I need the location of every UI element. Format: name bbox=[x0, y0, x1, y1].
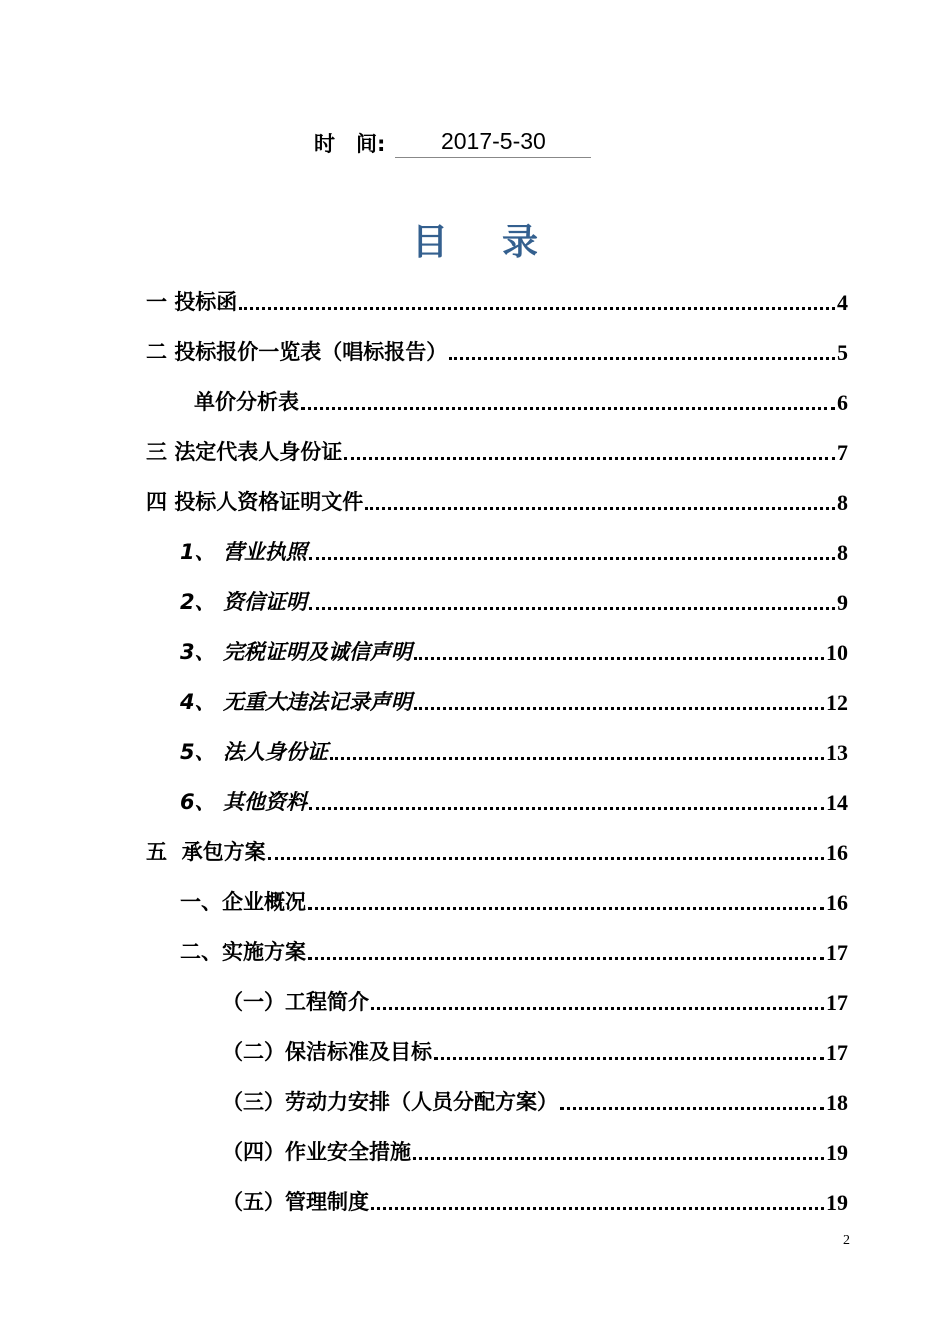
toc-entry[interactable] bbox=[180, 626, 848, 666]
toc-entry-page: 19 bbox=[826, 1190, 848, 1215]
toc-entry[interactable] bbox=[180, 676, 848, 716]
dot-leader bbox=[239, 307, 835, 310]
toc-entry-page: 7 bbox=[837, 440, 848, 465]
dot-leader bbox=[414, 657, 824, 660]
toc-entry[interactable] bbox=[194, 376, 848, 416]
toc-entry-label: 资信证明 bbox=[222, 590, 307, 614]
dot-leader bbox=[268, 857, 824, 860]
dot-leader bbox=[309, 557, 835, 560]
toc-entry[interactable] bbox=[222, 1076, 848, 1116]
toc-entry[interactable] bbox=[222, 976, 848, 1016]
toc-entry-page: 8 bbox=[837, 490, 848, 515]
toc-entry-label: 投标报价一览表（唱标报告） bbox=[174, 340, 448, 364]
toc-title: 目录 bbox=[411, 222, 592, 263]
toc-entry[interactable] bbox=[146, 426, 848, 466]
toc-entry-page: 18 bbox=[826, 1090, 848, 1115]
toc-entry-label: 营业执照 bbox=[222, 540, 307, 564]
dot-leader bbox=[414, 707, 824, 710]
toc-entry-page: 16 bbox=[826, 890, 848, 915]
toc-entry-page: 8 bbox=[837, 540, 848, 565]
dot-leader bbox=[308, 957, 824, 960]
toc-entry-label: 作业安全措施 bbox=[285, 1140, 411, 1164]
dot-leader bbox=[560, 1107, 824, 1110]
toc-entry[interactable] bbox=[146, 276, 848, 316]
toc-entry-number: 1、 bbox=[180, 540, 223, 564]
toc-entry[interactable] bbox=[180, 776, 848, 816]
toc-entry-number: （三） bbox=[222, 1090, 285, 1114]
toc-entry-page: 12 bbox=[826, 690, 848, 715]
toc-entry-page: 13 bbox=[826, 740, 848, 765]
date-label: 时 间: bbox=[314, 132, 386, 156]
toc-entry[interactable] bbox=[222, 1126, 848, 1166]
toc-entry-page: 17 bbox=[826, 940, 848, 965]
dot-leader bbox=[365, 507, 835, 510]
toc-entry-label: 承包方案 bbox=[181, 840, 266, 864]
toc-entry-label: 企业概况 bbox=[222, 890, 306, 914]
toc-entry-number: 一 bbox=[146, 290, 175, 314]
dot-leader bbox=[301, 407, 835, 410]
toc-entry-page: 14 bbox=[826, 790, 848, 815]
dot-leader bbox=[309, 607, 835, 610]
dot-leader bbox=[371, 1207, 824, 1210]
toc-entry-label: 实施方案 bbox=[222, 940, 306, 964]
dot-leader bbox=[330, 757, 824, 760]
toc-entry-label: 管理制度 bbox=[285, 1190, 369, 1214]
toc-entry[interactable] bbox=[146, 326, 848, 366]
toc-entry-label: 单价分析表 bbox=[194, 390, 299, 414]
dot-leader bbox=[308, 907, 824, 910]
toc-entry-number: 4、 bbox=[180, 690, 223, 714]
toc-entry-label: 无重大违法记录声明 bbox=[222, 690, 412, 714]
dot-leader bbox=[413, 1157, 824, 1160]
dot-leader bbox=[309, 807, 824, 810]
toc-entry-label: 保洁标准及目标 bbox=[285, 1040, 432, 1064]
toc-entry-number: 一、 bbox=[180, 890, 222, 914]
toc-entry[interactable] bbox=[180, 876, 848, 916]
toc-entry-number: 三 bbox=[146, 440, 175, 464]
date-line bbox=[314, 128, 591, 158]
toc-entry-number: 五 bbox=[146, 840, 182, 864]
toc-entry-number: 2、 bbox=[180, 590, 223, 614]
date-value: 2017-5-30 bbox=[395, 128, 591, 158]
toc-entry-label: 投标人资格证明文件 bbox=[174, 490, 364, 514]
toc-entry-page: 16 bbox=[826, 840, 848, 865]
toc-entry-number: 二、 bbox=[180, 940, 222, 964]
toc-entry[interactable] bbox=[180, 726, 848, 766]
toc-entry-page: 19 bbox=[826, 1140, 848, 1165]
toc-entry-page: 6 bbox=[837, 390, 848, 415]
toc-entry-number: （五） bbox=[222, 1190, 285, 1214]
toc-entry-number: 二 bbox=[146, 340, 175, 364]
toc-entry-label: 法定代表人身份证 bbox=[174, 440, 343, 464]
dot-leader bbox=[344, 457, 835, 460]
toc-entry[interactable] bbox=[146, 476, 848, 516]
page-number: 2 bbox=[843, 1233, 850, 1248]
toc-entry-number: 四 bbox=[146, 490, 175, 514]
toc-entry-page: 9 bbox=[837, 590, 848, 615]
toc-entry-page: 10 bbox=[826, 640, 848, 665]
dot-leader bbox=[449, 357, 835, 360]
toc-entry[interactable] bbox=[222, 1176, 848, 1216]
toc-entry-label: 工程简介 bbox=[285, 990, 369, 1014]
toc-entry[interactable] bbox=[180, 576, 848, 616]
toc-entry-page: 4 bbox=[837, 290, 848, 315]
toc-entry-number: （四） bbox=[222, 1140, 285, 1164]
toc-entry-page: 17 bbox=[826, 990, 848, 1015]
toc-entry-page: 17 bbox=[826, 1040, 848, 1065]
toc-entry-number: （二） bbox=[222, 1040, 285, 1064]
dot-leader bbox=[371, 1007, 824, 1010]
dot-leader bbox=[434, 1057, 824, 1060]
toc-entry-number: 3、 bbox=[180, 640, 223, 664]
toc-entry-number: 6、 bbox=[180, 790, 223, 814]
toc-entry[interactable] bbox=[222, 1026, 848, 1066]
toc-entry-page: 5 bbox=[837, 340, 848, 365]
toc-entry-number: 5、 bbox=[180, 740, 223, 764]
toc-entry-label: 完税证明及诚信声明 bbox=[222, 640, 412, 664]
toc-entry[interactable] bbox=[180, 526, 848, 566]
toc-entry-label: 法人身份证 bbox=[222, 740, 328, 764]
toc-entry[interactable] bbox=[180, 926, 848, 966]
toc-entry-label: 其他资料 bbox=[222, 790, 307, 814]
toc-entry-label: 投标函 bbox=[174, 290, 238, 314]
toc-entry-label: 劳动力安排（人员分配方案） bbox=[285, 1090, 558, 1114]
toc-entry[interactable] bbox=[146, 826, 848, 866]
toc-entry-number: （一） bbox=[222, 990, 285, 1014]
